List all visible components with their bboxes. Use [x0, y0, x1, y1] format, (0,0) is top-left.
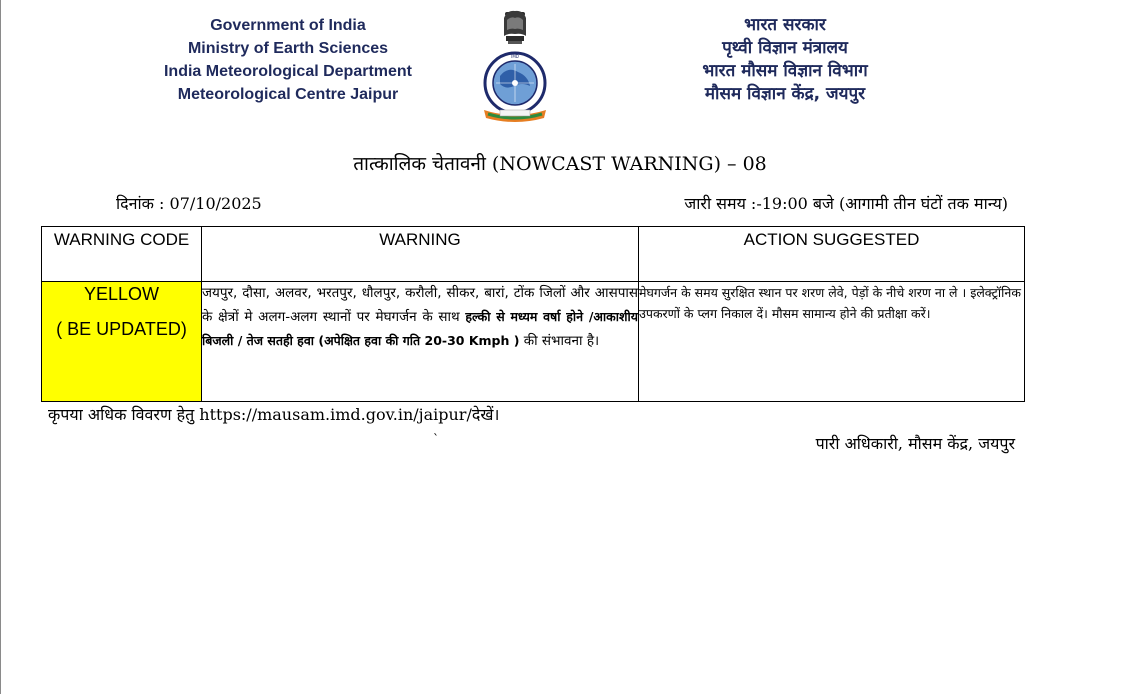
action-suggested-cell: मेघगर्जन के समय सुरक्षित स्थान पर शरण लेवे, पेड़ों के नीचे शरण ना ले । इलेक्ट्रॉनिक उपकरणों के प्लग निकाल दें। मौसम सामान्य होने की प्रतीक्षा करें।	[639, 282, 1025, 402]
hindi-header	[640, 14, 930, 106]
english-header-line-3: India Meteorological Department	[163, 63, 413, 80]
svg-text:IMD: IMD	[511, 54, 519, 59]
issue-time-line: जारी समय :-19:00 बजे (आगामी तीन घंटों तक मान्य)	[684, 194, 1008, 213]
header-warning-code: WARNING CODE	[42, 227, 202, 282]
english-header-line-2: Ministry of Earth Sciences	[187, 40, 389, 57]
english-header	[140, 14, 436, 106]
header-action-suggested: ACTION SUGGESTED	[639, 227, 1025, 282]
hindi-header-line-3: भारत मौसम विज्ञान विभाग	[702, 61, 868, 81]
english-header-line-4: Meteorological Centre Jaipur	[177, 86, 399, 103]
page-title: तात्कालिक चेतावनी (NOWCAST WARNING) – 08	[353, 153, 767, 175]
warning-text-part2: की संभावना है।	[519, 333, 600, 349]
table-header-row	[42, 227, 1025, 282]
imd-emblem-icon	[478, 6, 552, 126]
table-row	[42, 282, 1025, 402]
warning-table	[41, 226, 1025, 402]
signature-line: पारी अधिकारी, मौसम केंद्र, जयपुर	[815, 434, 1015, 453]
english-header-line-1: Government of India	[210, 17, 366, 34]
warning-text-bold: हल्की से मध्यम वर्षा होने /आकाशीय बिजली / तेज सतही हवा (अपेक्षित हवा की गति 20-30 Kmph )	[202, 309, 638, 348]
warning-text-cell	[202, 282, 639, 402]
hindi-header-line-2: पृथ्वी विज्ञान मंत्रालय	[722, 38, 848, 58]
more-info-line: कृपया अधिक विवरण हेतु https://mausam.imd.gov.in/jaipur/देखें।	[48, 405, 500, 424]
date-line: दिनांक : 07/10/2025	[116, 194, 262, 213]
page-left-edge	[0, 0, 1, 694]
warning-text-part1: जयपुर, दौसा, अलवर, भरतपुर, धौलपुर, करौली, सीकर, बारां, टोंक जिलों और आसपास के क्षेत्रों मे अलग-अलग स्थानों पर मेघगर्जन के साथ	[202, 285, 638, 325]
warning-code-note: ( BE UPDATED)	[56, 319, 187, 339]
hindi-header-line-4: मौसम विज्ञान केंद्र, जयपुर	[704, 84, 866, 104]
stray-mark: `	[433, 432, 439, 446]
warning-code: YELLOW	[83, 284, 160, 304]
header-warning: WARNING	[202, 227, 639, 282]
warning-code-cell	[42, 282, 202, 402]
hindi-header-line-1: भारत सरकार	[744, 15, 826, 35]
